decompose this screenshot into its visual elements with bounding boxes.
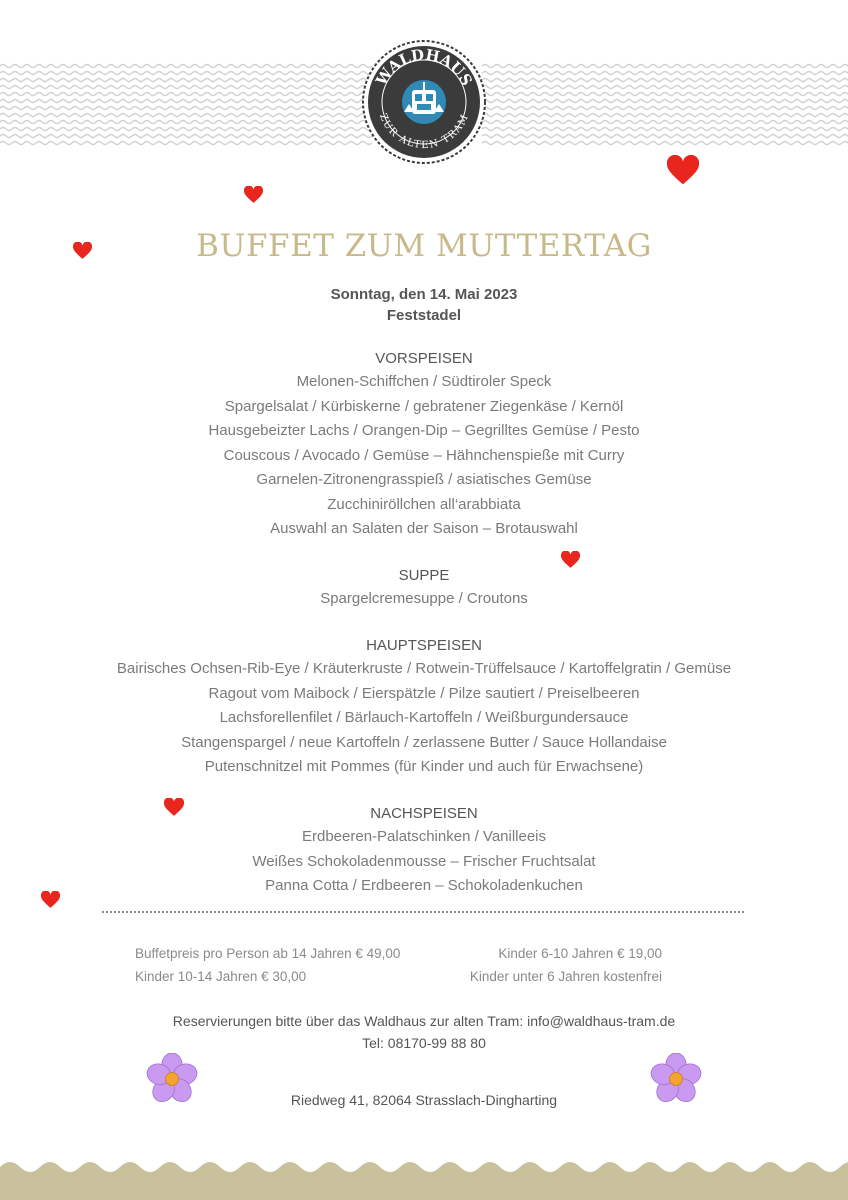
menu-item: Garnelen-Zitronengrasspieß / asiatisches Gemüse (256, 471, 592, 488)
heart-icon (244, 186, 263, 204)
heart-icon (667, 154, 699, 188)
menu-item: Panna Cotta / Erdbeeren – Schokoladenkuchen (265, 877, 583, 894)
menu-item: Putenschnitzel mit Pommes (für Kinder und auch für Erwachsene) (204, 758, 644, 775)
bottom-wave-band (0, 1155, 848, 1200)
price-list-left (135, 942, 400, 988)
menu-item: Couscous / Avocado / Gemüse – Hähnchenspieße mit Curry (223, 446, 625, 464)
dotted-divider (102, 911, 744, 913)
event-date: Sonntag, den 14. Mai 2023 (330, 286, 518, 303)
reservation-info: Reservierungen bitte über das Waldhaus zur alten Tram: info@waldhaus-tram.de (172, 1013, 676, 1029)
menu-item: Spargelcremesuppe / Croutons (320, 590, 528, 607)
logo-text-bottom: ZUR ALTEN TRAM (376, 111, 472, 152)
menu-section-nachspeisen (0, 803, 848, 899)
event-location: Feststadel (386, 307, 462, 324)
page-title: BUFFET ZUM MUTTERTAG (196, 228, 652, 264)
menu-item: Auswahl an Salaten der Saison – Brotauswahl (270, 520, 578, 537)
price-list-right (470, 942, 662, 988)
menu-item: Lachsforellenfilet / Bärlauch-Kartoffeln / Weißburgundersauce (219, 709, 629, 726)
menu-section-vorspeisen (0, 348, 848, 542)
price-line: Kinder 10-14 Jahren € 30,00 (135, 969, 307, 984)
section-heading: HAUPTSPEISEN (366, 637, 482, 654)
menu-item: Melonen-Schiffchen / Südtiroler Speck (296, 373, 552, 390)
flower-icon (647, 1053, 705, 1105)
flower-icon (143, 1053, 201, 1105)
menu-item: Ragout vom Maibock / Eierspätzle / Pilze sautiert / Preiselbeeren (208, 684, 640, 702)
menu-item: Spargelsalat / Kürbiskerne / gebratener Ziegenkäse / Kernöl (224, 397, 624, 415)
logo-text-top: WALDHAUS (372, 45, 476, 89)
menu-section-suppe (0, 565, 848, 612)
menu-section-hauptspeisen (0, 635, 848, 780)
menu-item: Hausgebeizter Lachs / Orangen-Dip – Gegrilltes Gemüse / Pesto (208, 422, 640, 439)
address: Riedweg 41, 82064 Strasslach-Dingharting (290, 1092, 558, 1108)
section-heading: SUPPE (398, 567, 450, 584)
price-line: Kinder unter 6 Jahren kostenfrei (469, 969, 662, 984)
price-line: Buffetpreis pro Person ab 14 Jahren € 49,00 (135, 946, 401, 961)
menu-item: Erdbeeren-Palatschinken / Vanilleeis (301, 828, 547, 845)
menu-item: Bairisches Ochsen-Rib-Eye / Kräuterkruste / Rotwein-Trüffelsauce / Kartoffelgratin / Gemüse (116, 660, 732, 677)
menu-item: Weißes Schokoladenmousse – Frischer Fruchtsalat (252, 852, 596, 870)
menu-item: Stangenspargel / neue Kartoffeln / zerlassene Butter / Sauce Hollandaise (181, 733, 667, 751)
tram-icon (402, 80, 446, 124)
section-heading: VORSPEISEN (375, 350, 473, 367)
waldhaus-logo (362, 40, 486, 164)
phone-number: Tel: 08170-99 88 80 (362, 1035, 486, 1051)
menu-item: Zucchiniröllchen all‘arabbiata (327, 495, 521, 513)
price-line: Kinder 6-10 Jahren € 19,00 (498, 946, 662, 961)
section-heading: NACHSPEISEN (370, 805, 478, 822)
